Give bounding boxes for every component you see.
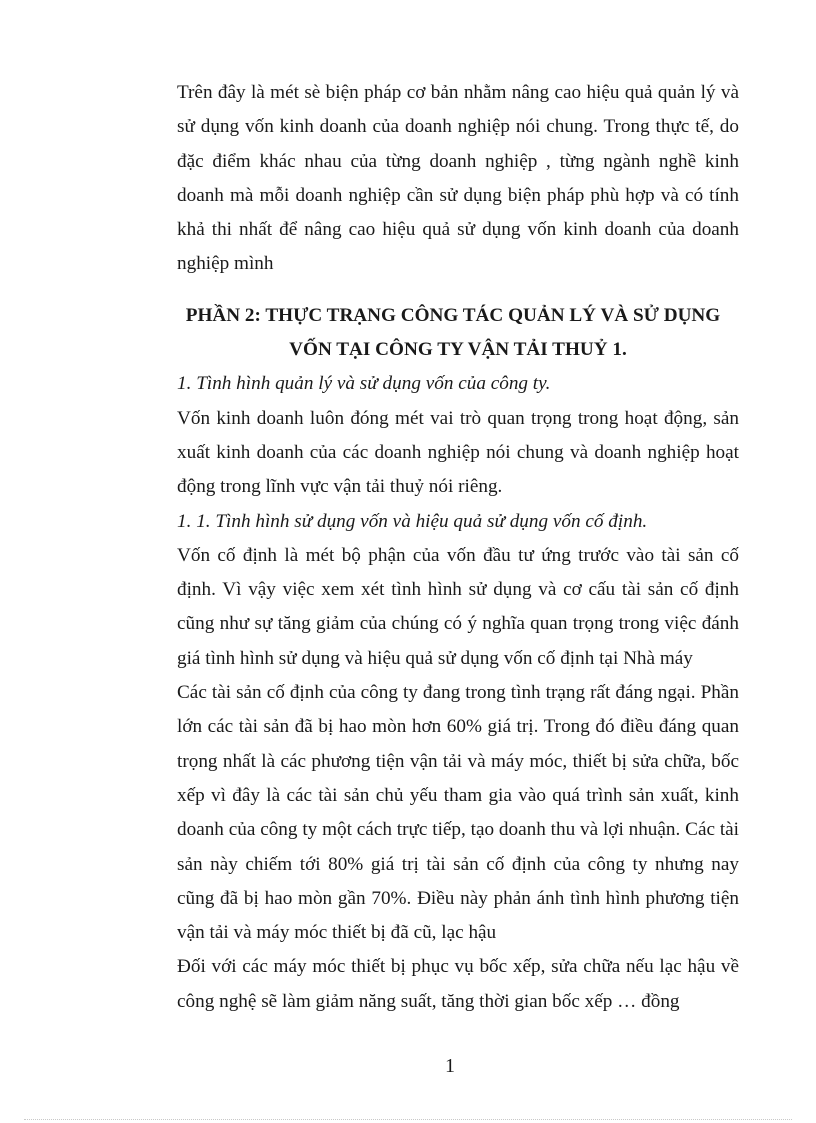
paragraph-capital-text: Vốn kinh doanh luôn đóng mét vai trò quan trọng trong hoạt động, sản xuất kinh doanh của các doanh nghiệp nói chung và doanh nghiệp hoạt động trong lĩnh vực vận tải thuỷ nói riêng. [177, 407, 739, 498]
footer-dotted-rule [24, 1119, 792, 1120]
section-heading-line-2: VỐN TẠI CÔNG TY VẬN TẢI THUỶ 1. [289, 339, 627, 361]
section-heading [177, 299, 739, 368]
paragraph-fixed-capital-text: Vốn cố định là mét bộ phận của vốn đầu tư ứng trước vào tài sản cố định. Vì vậy việc xem xét tình hình sử dụng và cơ cấu tài sản cố định cũng như sự tăng giảm của chúng có ý nghĩa quan trọng trong việc đánh giá tình hình sử dụng và hiệu quả sử dụng vốn cố định tại Nhà máy [177, 544, 739, 669]
paragraph-fixed-capital [177, 539, 739, 676]
paragraph-fixed-assets [177, 676, 739, 950]
paragraph-machinery [177, 950, 739, 1019]
paragraph-machinery-text: Đối với các máy móc thiết bị phục vụ bốc xếp, sửa chữa nếu lạc hậu về công nghệ sẽ làm giảm năng suất, tăng thời gian bốc xếp … đồng [177, 956, 739, 1012]
paragraph-intro [177, 76, 739, 282]
page-number: 1 [445, 1055, 455, 1077]
section-heading-line-1: PHẦN 2: THỰC TRẠNG CÔNG TÁC QUẢN LÝ VÀ SỬ DỤNG [185, 304, 721, 326]
subheading-1-1: 1. 1. Tình hình sử dụng vốn và hiệu quả sử dụng vốn cố định. [177, 510, 648, 532]
subheading-1: 1. Tình hình quản lý và sử dụng vốn của công ty. [177, 373, 551, 395]
paragraph-capital [177, 402, 739, 505]
document-body [177, 76, 739, 1019]
paragraph-fixed-assets-text: Các tài sản cố định của công ty đang trong tình trạng rất đáng ngại. Phần lớn các tài sản đã bị hao mòn hơn 60% giá trị. Trong đó điều đáng quan trọng nhất là các phương tiện vận tải và máy móc, thiết bị sửa chữa, bốc xếp vì đây là các tài sản chủ yếu tham gia vào quá trình sản xuất, kinh doanh của công ty một cách trực tiếp, tạo doanh thu và lợi nhuận. Các tài sản này chiếm tới 80% giá trị tài sản cố định của công ty nhưng nay cũng đã bị hao mòn gần 70%. Điều này phản ánh tình hình phương tiện vận tải và máy móc thiết bị đã cũ, lạc hậu [177, 682, 739, 944]
paragraph-intro-text: Trên đây là mét sè biện pháp cơ bản nhằm nâng cao hiệu quả quản lý và sử dụng vốn kinh doanh của doanh nghiệp nói chung. Trong thực tế, do đặc điểm khác nhau của từng doanh nghiệp , từng ngành nghề kinh doanh mà mỗi doanh nghiệp cần sử dụng biện pháp phù hợp và có tính khả thi nhất để nâng cao hiệu quả sử dụng vốn kinh doanh của doanh nghiệp mình [177, 82, 739, 275]
